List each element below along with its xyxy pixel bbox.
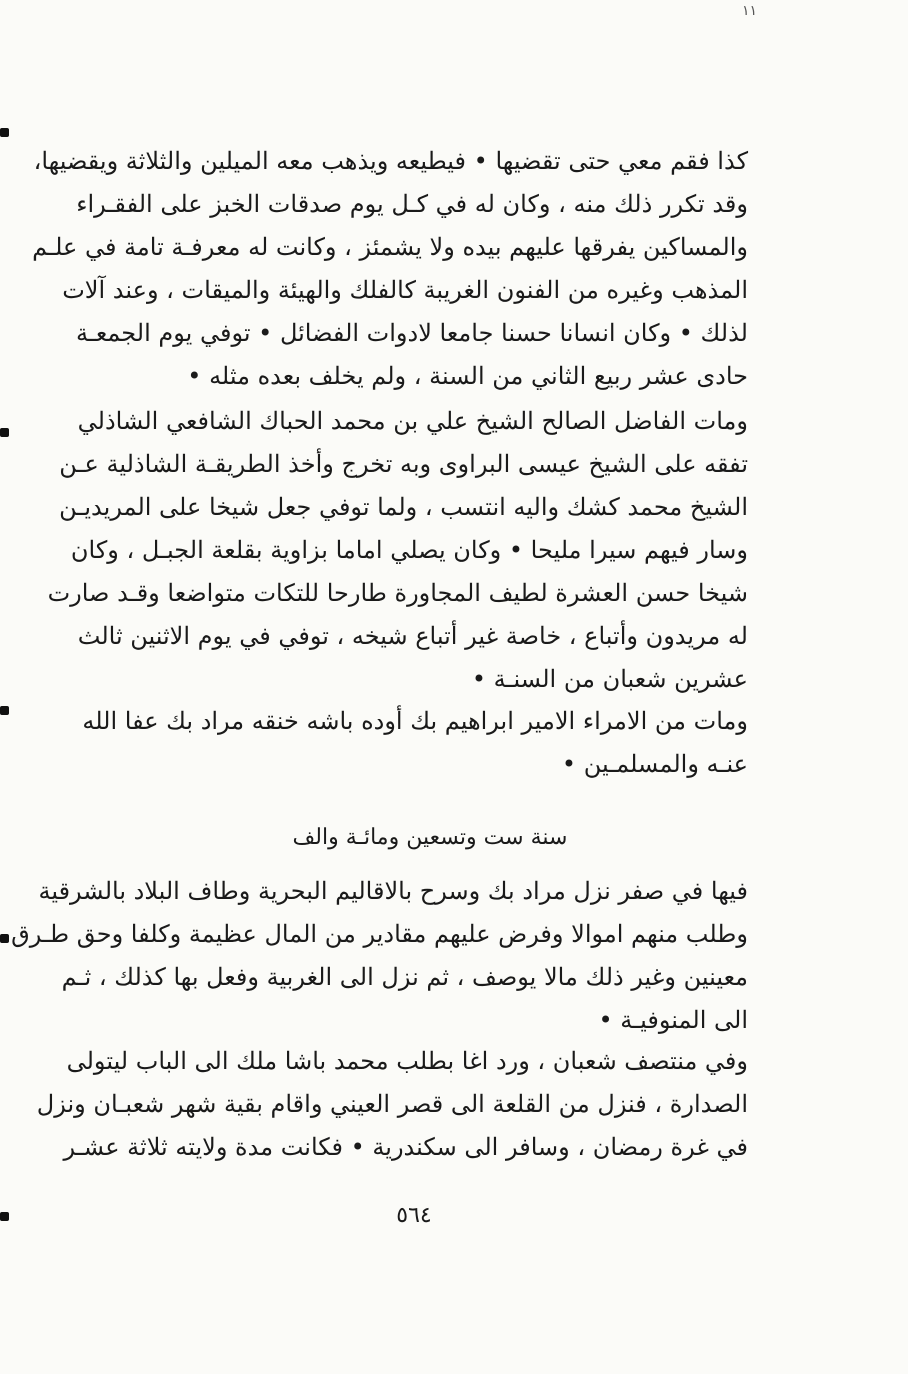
text-line: ومات الفاضل الصالح الشيخ علي بن محمد الحباك الشافعي الشاذلي: [77, 407, 748, 435]
text-line: في غرة رمضان ، وسافر الى سكندرية • فكانت مدة ولايته ثلاثة عشـر: [63, 1133, 748, 1161]
text-line: فيها في صفر نزل مراد بك وسرح بالاقاليم البحرية وطاف البلاد بالشرقية: [38, 877, 748, 905]
margin-mark: [0, 1212, 9, 1221]
text-line: لذلك • وكان انسانا حسنا جامعا لادوات الفضائل • توفي يوم الجمعـة: [75, 319, 748, 347]
paragraph-1: [32, 140, 748, 398]
paragraph-3: [82, 700, 748, 786]
text-line: عشرين شعبان من السنـة •: [471, 665, 748, 693]
margin-mark: [0, 706, 9, 715]
scan-mark-top: ١١: [742, 3, 758, 19]
text-line: كذا فقم معي حتى تقضيها • فيطيعه ويذهب معه الميلين والثلاثة ويقضيها،: [33, 147, 748, 175]
text-line: الشيخ محمد كشك واليه انتسب ، ولما توفي جعل شيخا على المريديـن: [59, 493, 748, 521]
paragraph-4: [11, 870, 748, 1042]
section-heading: سنة ست وتسعين ومائـة والف: [292, 825, 568, 850]
margin-mark: [0, 128, 9, 137]
text-line: تفقه على الشيخ عيسى البراوى وبه تخرج وأخذ الطريقـة الشاذلية عـن: [59, 450, 748, 478]
paragraph-5: [36, 1040, 748, 1169]
text-line: وفي منتصف شعبان ، ورد اغا بطلب محمد باشا ملك الى الباب ليتولى: [66, 1047, 748, 1075]
text-line: له مريدون وأتباع ، خاصة غير أتباع شيخه ، توفي في يوم الاثنين ثالث: [77, 622, 748, 650]
text-line: الصدارة ، فنزل من القلعة الى قصر العيني واقام بقية شهر شعبـان ونزل: [36, 1090, 748, 1118]
text-line: حادى عشر ربيع الثاني من السنة ، ولم يخلف بعده مثله •: [187, 362, 748, 390]
text-line: عنـه والمسلمـين •: [561, 750, 748, 778]
margin-mark: [0, 934, 9, 943]
text-line: وسار فيهم سيرا مليحا • وكان يصلي اماما بزاوية بقلعة الجبـل ، وكان: [70, 536, 748, 564]
text-line: المذهب وغيره من الفنون الغريبة كالفلك والهيئة والميقات ، وعند آلات: [62, 276, 748, 304]
paragraph-2: [47, 400, 748, 701]
text-line: وطلب منهم اموالا وفرض عليهم مقادير من المال عظيمة وكلفا وحق طـرق: [11, 920, 748, 948]
text-line: وقد تكرر ذلك منه ، وكان له في كـل يوم صدقات الخبز على الفقـراء: [76, 190, 748, 218]
text-line: ومات من الامراء الامير ابراهيم بك أوده باشه خنقه مراد بك عفا الله: [82, 707, 748, 735]
text-line: شيخا حسن العشرة لطيف المجاورة طارحا للتكات متواضعا وقـد صارت: [47, 579, 748, 607]
text-line: والمساكين يفرقها عليهم بيده ولا يشمئز ، وكانت له معرفـة تامة في علـم: [32, 233, 748, 261]
page-number: ٥٦٤: [396, 1203, 432, 1228]
margin-mark: [0, 428, 9, 437]
text-line: الى المنوفيـة •: [598, 1006, 748, 1034]
text-line: معينين وغير ذلك مالا يوصف ، ثم نزل الى الغربية وفعل بها كذلك ، ثـم: [61, 963, 748, 991]
